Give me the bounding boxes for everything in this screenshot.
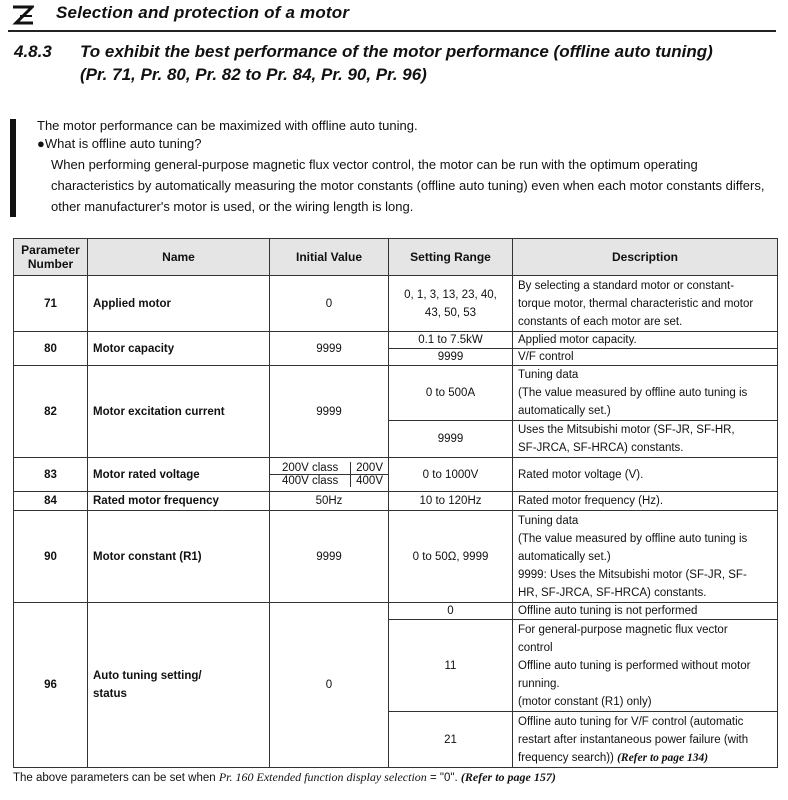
setting-range: 0 to 1000V (389, 458, 513, 492)
param-number: 80 (14, 332, 88, 366)
page-reference: (Refer to page 157) (460, 770, 556, 784)
setting-range: 0 to 50Ω, 9999 (389, 511, 513, 603)
header-setting-range: Setting Range (389, 239, 513, 276)
setting-range: 10 to 120Hz (389, 492, 513, 511)
setting-range: 0, 1, 3, 13, 23, 40, 43, 50, 53 (389, 276, 513, 332)
setting-range: 11 (389, 620, 513, 712)
description: Rated motor frequency (Hz). (513, 492, 778, 511)
initial-value: 0 (270, 276, 389, 332)
initial-value (270, 458, 389, 492)
chapter-title: Selection and protection of a motor (56, 3, 350, 22)
table-row (14, 603, 778, 620)
initial-value: 9999 (270, 332, 389, 366)
table-row (14, 458, 778, 492)
setting-range: 9999 (389, 349, 513, 366)
table-row (14, 511, 778, 603)
description: For general-purpose magnetic flux vector control Offline auto tuning is performed without motor running. (motor constant (R1) only) (513, 620, 778, 712)
initial-value: 0 (270, 603, 389, 768)
param-name: Motor excitation current (88, 366, 270, 458)
footer-note: The above parameters can be set when Pr. 160 Extended function display selection = "0". (Refer to page 157) (13, 770, 556, 784)
description: By selecting a standard motor or constant- torque motor, thermal characteristic and motor constants of each motor are set. (513, 276, 778, 332)
initial-value: 50Hz (270, 492, 389, 511)
description: Applied motor capacity. (513, 332, 778, 349)
table-row (14, 492, 778, 511)
description: Tuning data (The value measured by offline auto tuning is automatically set.) 9999: Uses the Mitsubishi motor (SF-JR, SF- HR, SF-JRCA, SF-HRCA) constants. (513, 511, 778, 603)
header-parameter-number: Parameter Number (14, 239, 88, 276)
initial-value: 9999 (270, 366, 389, 458)
param-name: Motor rated voltage (88, 458, 270, 492)
param-number: 84 (14, 492, 88, 511)
param-name: Auto tuning setting/ status (88, 603, 270, 768)
header-initial-value: Initial Value (270, 239, 389, 276)
header-description: Description (513, 239, 778, 276)
parameter-table (13, 238, 778, 768)
param-number: 71 (14, 276, 88, 332)
param-number: 82 (14, 366, 88, 458)
description: Tuning data (The value measured by offline auto tuning is automatically set.) (513, 366, 778, 421)
setting-range: 0 to 500A (389, 366, 513, 421)
setting-range: 9999 (389, 421, 513, 458)
param-number: 83 (14, 458, 88, 492)
intro-text: The motor performance can be maximized with offline auto tuning. (37, 118, 418, 133)
setting-range: 0 (389, 603, 513, 620)
description: Rated motor voltage (V). (513, 458, 778, 492)
param-name: Motor constant (R1) (88, 511, 270, 603)
table-row (14, 332, 778, 349)
description: Offline auto tuning for V/F control (automatic restart after instantaneous power failure (with frequency search)) (Refer to page 134) (513, 712, 778, 768)
intro-paragraph: When performing general-purpose magnetic flux vector control, the motor can be run with the optimum operating characteristics by automatically measuring the motor constants (offline auto tuning) even when each motor constants differs, other manufacturer's motor is used, or the wiring length is long. (51, 157, 765, 214)
table-row (14, 366, 778, 421)
bullet-question: ●What is offline auto tuning? (37, 136, 202, 151)
voltage-class-table: 200V class 200V 400V class 400V (270, 462, 388, 487)
table-row (14, 276, 778, 332)
header-name: Name (88, 239, 270, 276)
param-number: 90 (14, 511, 88, 603)
param-name: Motor capacity (88, 332, 270, 366)
table-header-row (14, 239, 778, 276)
param-name: Applied motor (88, 276, 270, 332)
param-reference: Pr. 160 Extended function display selection (218, 770, 427, 784)
section-title-line1: To exhibit the best performance of the motor performance (offline auto tuning) (80, 42, 713, 61)
revision-bar (10, 119, 16, 217)
param-number: 96 (14, 603, 88, 768)
description: V/F control (513, 349, 778, 366)
page-reference: (Refer to page 134) (617, 751, 709, 764)
description: Uses the Mitsubishi motor (SF-JR, SF-HR, SF-JRCA, SF-HRCA) constants. (513, 421, 778, 458)
setting-range: 21 (389, 712, 513, 768)
page-header (8, 0, 776, 32)
section-number: 4.8.3 (14, 42, 52, 61)
initial-value: 9999 (270, 511, 389, 603)
param-name: Rated motor frequency (88, 492, 270, 511)
description: Offline auto tuning is not performed (513, 603, 778, 620)
section-title-line2: (Pr. 71, Pr. 80, Pr. 82 to Pr. 84, Pr. 90, Pr. 96) (80, 65, 427, 84)
chapter-logo-icon (12, 5, 34, 25)
setting-range: 0.1 to 7.5kW (389, 332, 513, 349)
